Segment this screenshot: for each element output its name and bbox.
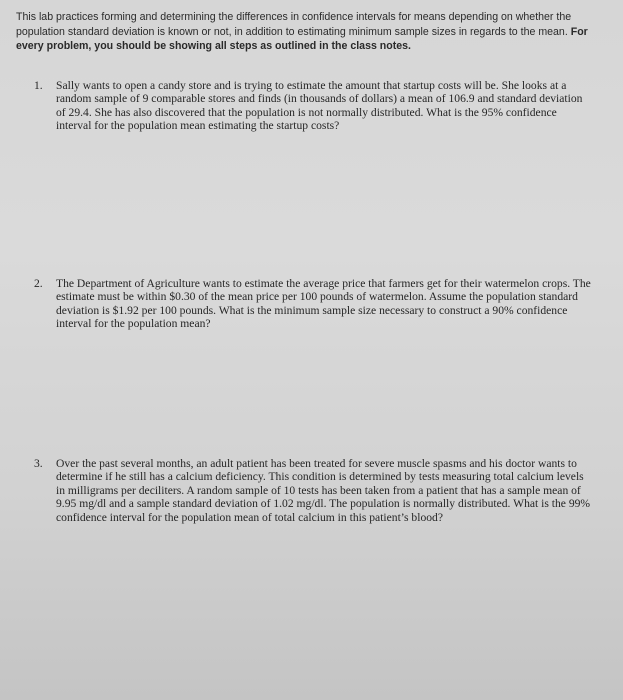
problem-1 xyxy=(34,79,594,133)
intro-paragraph xyxy=(16,10,606,54)
problem-3 xyxy=(34,457,594,524)
problem-3-text: Over the past several months, an adult patient has been treated for severe muscle spasms and his doctor wants to determine if he still has a calcium deficiency. This condition is determined by tests measuring total calcium levels in milligrams per deciliters. A random sample of 10 tests has been taken from a patient that has a sample mean of 9.95 mg/dl and a sample standard deviation of 1.02 mg/dl. The population is normally distributed. What is the 99% confidence interval for the population mean of total calcium in this patient’s blood? xyxy=(56,457,591,524)
problem-2 xyxy=(34,277,594,331)
problem-1-number: 1. xyxy=(34,79,43,92)
intro-instruction: For every problem, you should be showing all steps as outlined in the class notes. xyxy=(16,25,588,52)
problem-3-number: 3. xyxy=(34,457,43,470)
intro-text: This lab practices forming and determining the differences in confidence intervals for means depending on whether the population standard deviation is known or not, in addition to estimating minimum sample sizes in regards to the mean. xyxy=(16,11,572,38)
problem-2-text: The Department of Agriculture wants to estimate the average price that farmers get for their watermelon crops. The estimate must be within $0.30 of the mean price per 100 pounds of watermelon. Assume the population standard deviation is $1.92 per 100 pounds. What is the minimum sample size necessary to construct a 90% confidence interval for the population mean? xyxy=(56,277,591,331)
problem-2-number: 2. xyxy=(34,277,43,290)
problem-1-text: Sally wants to open a candy store and is trying to estimate the amount that startup costs will be. She looks at a random sample of 9 comparable stores and finds (in thousands of dollars) a mean of 106.9 and standard deviation of 29.4. She has also discovered that the population is not normally distributed. What is the 95% confidence interval for the population mean estimating the startup costs? xyxy=(56,79,583,133)
